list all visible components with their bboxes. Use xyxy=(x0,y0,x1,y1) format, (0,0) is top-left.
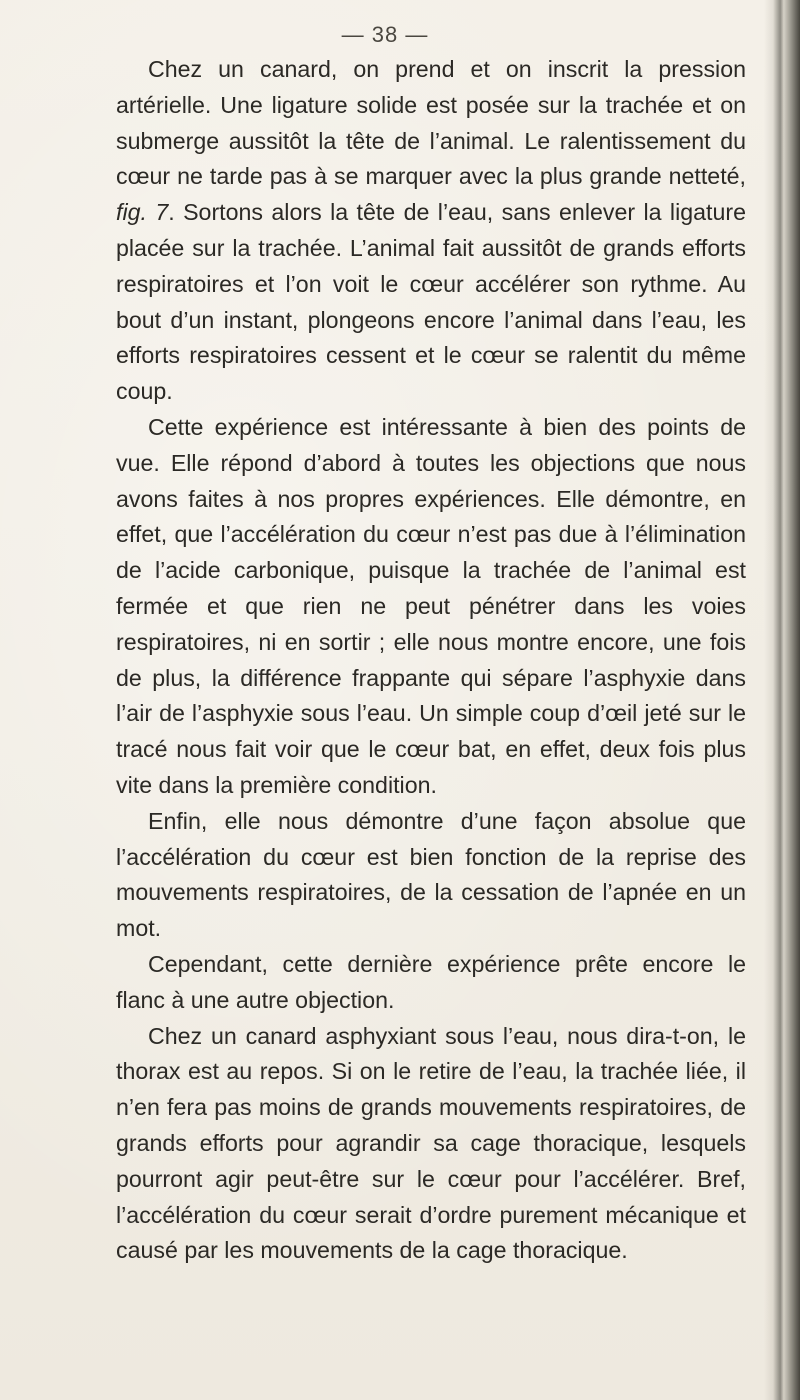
paragraph: Cette expérience est intéressante à bien des points de vue. Elle répond d’abord à toutes les objections que nous avons faites à nos propres expériences. Elle démontre, en effet, que l’accélération du cœur n’est pas due à l’élimination de l’acide carbonique, puisque la trachée de l’animal est fermée et que rien ne peut pénétrer dans les voies respiratoires, ni en sortir ; elle nous montre encore, une fois de plus, la différence frappante qui sépare l’asphyxie dans l’air de l’asphyxie sous l’eau. Un simple coup d’œil jeté sur le tracé nous fait voir que le cœur bat, en effet, deux fois plus vite dans la première condition. xyxy=(116,413,746,798)
figure-reference: fig. 7 xyxy=(116,199,169,226)
paragraph: Cependant, cette dernière expérience prête encore le flanc à une autre objection. xyxy=(116,950,746,1013)
book-binding-edge xyxy=(764,0,800,1400)
paragraph: Enfin, elle nous démontre d’une façon absolue que l’accélération du cœur est bien fonction de la reprise des mouvements respiratoires, de la cessation de l’apnée en un mot. xyxy=(116,807,746,942)
paragraph: Chez un canard asphyxiant sous l’eau, nous dira-t-on, le thorax est au repos. Si on le retire de l’eau, la trachée liée, il n’en fera pas moins de grands mouvements respiratoires, de grands efforts pour agrandir sa cage thoracique, lesquels pourront agir peut-être sur le cœur pour l’accélérer. Bref, l’accélération du cœur serait d’ordre purement mécanique et causé par les mouvements de la cage thoracique. xyxy=(116,1022,746,1264)
paragraph-text: . Sortons alors la tête de l’eau, sans enlever la ligature placée sur la trachée. L’animal fait aussitôt de grands efforts respiratoires et l’on voit le cœur accélérer son rythme. Au bout d’un instant, plongeons encore l’animal dans l’eau, les efforts respiratoires cessent et le cœur se ralentit du même coup. xyxy=(116,199,746,405)
body-text xyxy=(116,52,746,1269)
page-number: — 38 — xyxy=(341,22,429,47)
paragraph xyxy=(116,52,746,410)
paragraph-text: Chez un canard, on prend et on inscrit la pression artérielle. Une ligature solide est posée sur la trachée et on submerge aussitôt la tête de l’animal. Le ralentissement du cœur ne tarde pas à se marquer avec la plus grande netteté, xyxy=(116,56,746,190)
